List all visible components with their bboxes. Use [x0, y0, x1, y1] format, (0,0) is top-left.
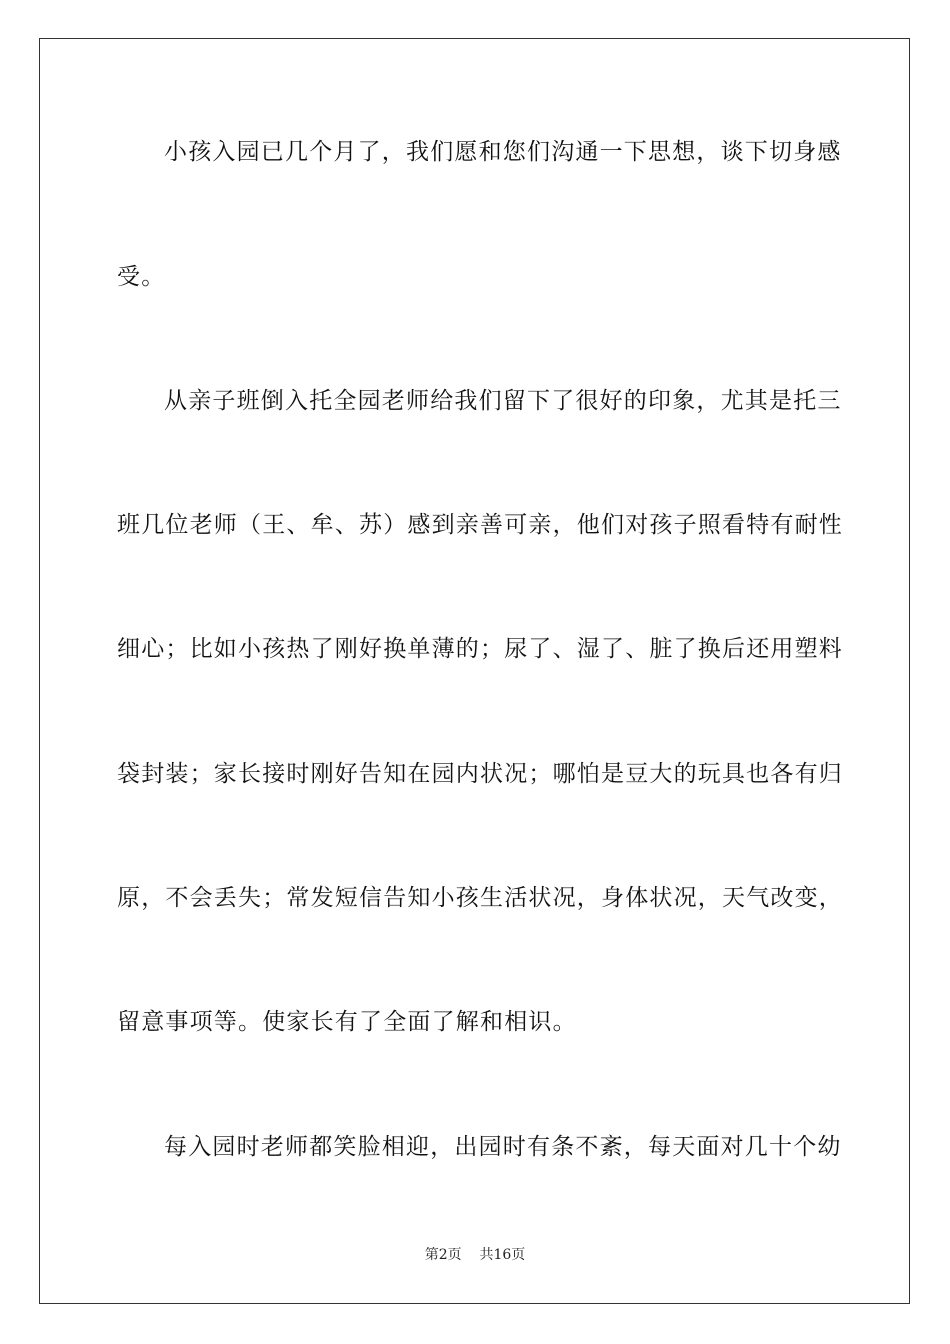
- page-number: 第2页: [424, 1247, 462, 1263]
- paragraph-2-line-3: 细心；比如小孩热了刚好换单薄的；尿了、湿了、脏了换后还用塑料: [117, 636, 843, 662]
- paragraph-2-line-1: 从亲子班倒入托全园老师给我们留下了很好的印象，尤其是托三: [164, 388, 842, 414]
- paragraph-2-line-4: 袋封装；家长接时刚好告知在园内状况；哪怕是豆大的玩具也各有归: [117, 761, 843, 787]
- paragraph-1-line-1: 小孩入园已几个月了，我们愿和您们沟通一下思想，谈下切身感: [164, 139, 842, 165]
- paragraph-2-line-6: 留意事项等。使家长有了全面了解和相识。: [117, 1009, 577, 1035]
- paragraph-3-line-1: 每入园时老师都笑脸相迎，出园时有条不紊，每天面对几十个幼: [164, 1134, 842, 1160]
- total-pages: 共16页: [479, 1247, 526, 1263]
- paragraph-1-line-2: 受。: [117, 264, 166, 290]
- page-footer: [0, 1246, 950, 1264]
- page-border: [39, 38, 910, 1304]
- paragraph-2-line-5: 原，不会丢失；常发短信告知小孩生活状况，身体状况，天气改变，: [117, 885, 843, 911]
- paragraph-2-line-2: 班几位老师（王、牟、苏）感到亲善可亲，他们对孩子照看特有耐性: [117, 512, 843, 538]
